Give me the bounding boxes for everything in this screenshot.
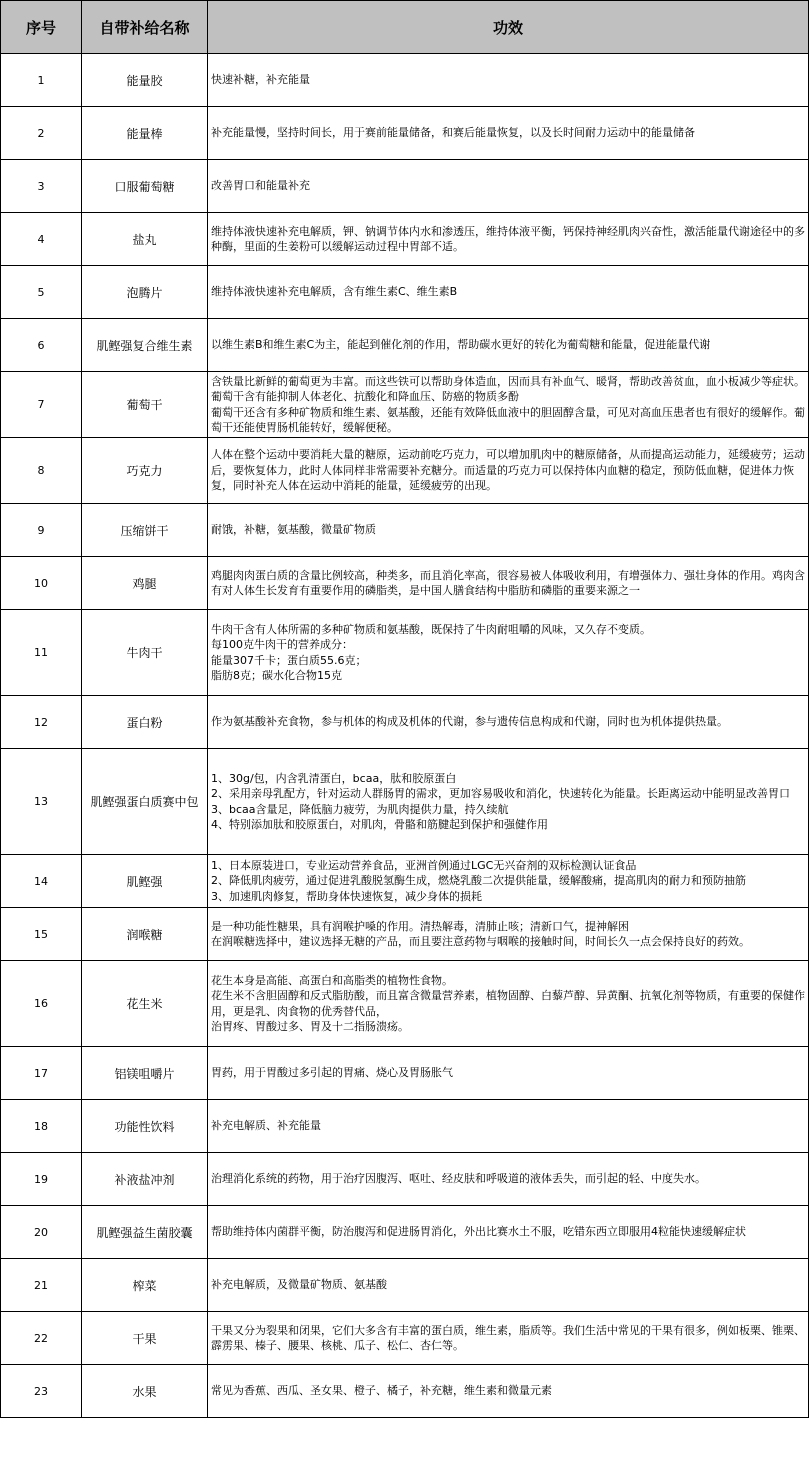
row-number: 18	[1, 1100, 82, 1153]
table-row	[1, 107, 809, 160]
table-row	[1, 961, 809, 1047]
row-number: 21	[1, 1259, 82, 1312]
supply-name: 铝镁咀嚼片	[82, 1047, 208, 1100]
supply-name: 功能性饮料	[82, 1100, 208, 1153]
table-row	[1, 1153, 809, 1206]
supply-effect: 1、日本原装进口，专业运动营养食品，亚洲首例通过LGC无兴奋剂的双标检测认证食品 2、降低肌肉疲劳，通过促进乳酸脱氢酶生成，燃烧乳酸二次提供能量，缓解酸痛，提高肌肉的耐力和预防抽筋 3、加速肌肉修复，帮助身体快速恢复，减少身体的损耗	[208, 855, 809, 908]
supply-name: 泡腾片	[82, 266, 208, 319]
table-row	[1, 749, 809, 855]
supply-effect: 含铁量比新鲜的葡萄更为丰富。而这些铁可以帮助身体造血，因而具有补血气、暖肾，帮助改善贫血，血小板减少等症状。 葡萄干含有能抑制人体老化、抗酸化和降血压、防癌的物质多酚 葡萄干还含有多种矿物质和维生素、氨基酸，还能有效降低血液中的胆固醇含量，可见对高血压患者也有很好的缓解作。葡萄干还能使胃肠机能转好，缓解便秘。	[208, 372, 809, 438]
supply-effect: 治理消化系统的药物，用于治疗因腹泻、呕吐、经皮肤和呼吸道的液体丢失，而引起的轻、中度失水。	[208, 1153, 809, 1206]
supply-effect: 鸡腿肉肉蛋白质的含量比例较高，种类多，而且消化率高，很容易被人体吸收利用，有增强体力、强壮身体的作用。鸡肉含有对人体生长发育有重要作用的磷脂类，是中国人膳食结构中脂肪和磷脂的重要来源之一	[208, 557, 809, 610]
supply-name: 鸡腿	[82, 557, 208, 610]
table-row	[1, 213, 809, 266]
row-number: 19	[1, 1153, 82, 1206]
row-number: 1	[1, 54, 82, 107]
supply-effect: 改善胃口和能量补充	[208, 160, 809, 213]
row-number: 17	[1, 1047, 82, 1100]
row-number: 20	[1, 1206, 82, 1259]
supply-name: 口服葡萄糖	[82, 160, 208, 213]
table-row	[1, 908, 809, 961]
row-number: 3	[1, 160, 82, 213]
supply-effect: 作为氨基酸补充食物，参与机体的构成及机体的代谢，参与遗传信息构成和代谢，同时也为机体提供热量。	[208, 696, 809, 749]
table-row	[1, 1206, 809, 1259]
supply-name: 花生米	[82, 961, 208, 1047]
supply-effect: 补充能量慢，坚持时间长，用于赛前能量储备，和赛后能量恢复，以及长时间耐力运动中的能量储备	[208, 107, 809, 160]
row-number: 9	[1, 504, 82, 557]
supply-effect: 快速补糖，补充能量	[208, 54, 809, 107]
supply-effect: 花生本身是高能、高蛋白和高脂类的植物性食物。 花生米不含胆固醇和反式脂肪酸，而且富含微量营养素，植物固醇、白藜芦醇、异黄酮、抗氧化剂等物质，有重要的保健作用，更是乳、肉食物的优秀替代品， 治胃疼、胃酸过多、胃及十二指肠溃疡。	[208, 961, 809, 1047]
supply-effect: 1、30g/包，内含乳清蛋白，bcaa，肽和胶原蛋白 2、采用亲母乳配方，针对运动人群肠胃的需求，更加容易吸收和消化，快速转化为能量。长距离运动中能明显改善胃口 3、bcaa含量足，降低脑力疲劳，为肌肉提供力量，持久续航 4、特别添加肽和胶原蛋白，对肌肉，骨骼和筋腱起到保护和强健作用	[208, 749, 809, 855]
supply-effect: 以维生素B和维生素C为主，能起到催化剂的作用，帮助碳水更好的转化为葡萄糖和能量，促进能量代谢	[208, 319, 809, 372]
header-name: 自带补给名称	[82, 1, 208, 54]
table-row	[1, 557, 809, 610]
table-row	[1, 54, 809, 107]
supply-name: 补液盐冲剂	[82, 1153, 208, 1206]
table-row	[1, 504, 809, 557]
supply-name: 巧克力	[82, 438, 208, 504]
supply-effect: 维持体液快速补充电解质，钾、钠调节体内水和渗透压，维持体液平衡，钙保持神经肌肉兴奋性，激活能量代谢途径中的多种酶，里面的生姜粉可以缓解运动过程中胃部不适。	[208, 213, 809, 266]
row-number: 4	[1, 213, 82, 266]
supply-name: 压缩饼干	[82, 504, 208, 557]
supply-name: 能量胶	[82, 54, 208, 107]
table-row	[1, 372, 809, 438]
supply-effect: 耐饿，补糖，氨基酸，微量矿物质	[208, 504, 809, 557]
supply-name: 肌鲣强复合维生素	[82, 319, 208, 372]
supply-effect: 人体在整个运动中要消耗大量的糖原，运动前吃巧克力，可以增加肌肉中的糖原储备，从而提高运动能力，延缓疲劳；运动后，要恢复体力，此时人体同样非常需要补充糖分。而适量的巧克力可以保持体内血糖的稳定，预防低血糖，促进体力恢复，同时补充人体在运动中消耗的能量，延缓疲劳的出现。	[208, 438, 809, 504]
table-row	[1, 1365, 809, 1418]
supply-effect: 帮助维持体内菌群平衡，防治腹泻和促进肠胃消化，外出比赛水土不服，吃错东西立即服用4粒能快速缓解症状	[208, 1206, 809, 1259]
header-no: 序号	[1, 1, 82, 54]
table-row	[1, 438, 809, 504]
supply-effect: 牛肉干含有人体所需的多种矿物质和氨基酸，既保持了牛肉耐咀嚼的风味，又久存不变质。 每100克牛肉干的营养成分： 能量307千卡；蛋白质55.6克； 脂肪8克；碳水化合物15克	[208, 610, 809, 696]
row-number: 7	[1, 372, 82, 438]
row-number: 14	[1, 855, 82, 908]
supply-name: 盐丸	[82, 213, 208, 266]
row-number: 12	[1, 696, 82, 749]
table-row	[1, 1312, 809, 1365]
row-number: 15	[1, 908, 82, 961]
table-row	[1, 1047, 809, 1100]
row-number: 13	[1, 749, 82, 855]
table-row	[1, 266, 809, 319]
supply-name: 蛋白粉	[82, 696, 208, 749]
table-row	[1, 319, 809, 372]
row-number: 22	[1, 1312, 82, 1365]
row-number: 23	[1, 1365, 82, 1418]
supply-name: 水果	[82, 1365, 208, 1418]
supply-name: 干果	[82, 1312, 208, 1365]
header-row	[1, 1, 809, 54]
row-number: 6	[1, 319, 82, 372]
supply-name: 肌鲣强蛋白质赛中包	[82, 749, 208, 855]
supply-effect: 胃药，用于胃酸过多引起的胃痛、烧心及胃肠胀气	[208, 1047, 809, 1100]
supply-name: 榨菜	[82, 1259, 208, 1312]
row-number: 5	[1, 266, 82, 319]
table-row	[1, 1100, 809, 1153]
row-number: 8	[1, 438, 82, 504]
table-row	[1, 160, 809, 213]
supply-effect: 补充电解质，及微量矿物质、氨基酸	[208, 1259, 809, 1312]
supply-name: 葡萄干	[82, 372, 208, 438]
header-effect: 功效	[208, 1, 809, 54]
table-row	[1, 610, 809, 696]
supply-name: 肌鲣强	[82, 855, 208, 908]
table-row	[1, 696, 809, 749]
row-number: 10	[1, 557, 82, 610]
table-row	[1, 855, 809, 908]
table-row	[1, 1259, 809, 1312]
row-number: 2	[1, 107, 82, 160]
supply-name: 牛肉干	[82, 610, 208, 696]
row-number: 16	[1, 961, 82, 1047]
supply-effect: 是一种功能性糖果，具有润喉护嗓的作用。清热解毒，清肺止咳；清新口气，提神解困 在润喉糖选择中，建议选择无糖的产品，而且要注意药物与咽喉的接触时间，时间长久一点会保持良好的药效。	[208, 908, 809, 961]
supply-effect: 补充电解质、补充能量	[208, 1100, 809, 1153]
supply-name: 肌鲣强益生菌胶囊	[82, 1206, 208, 1259]
supply-effect: 干果又分为裂果和闭果，它们大多含有丰富的蛋白质，维生素，脂质等。我们生活中常见的干果有很多，例如板栗、锥栗、霹雳果、榛子、腰果、核桃、瓜子、松仁、杏仁等。	[208, 1312, 809, 1365]
supply-effect: 常见为香蕉、西瓜、圣女果、橙子、橘子，补充糖，维生素和微量元素	[208, 1365, 809, 1418]
supply-name: 润喉糖	[82, 908, 208, 961]
supply-effect: 维持体液快速补充电解质，含有维生素C、维生素B	[208, 266, 809, 319]
row-number: 11	[1, 610, 82, 696]
supply-name: 能量棒	[82, 107, 208, 160]
